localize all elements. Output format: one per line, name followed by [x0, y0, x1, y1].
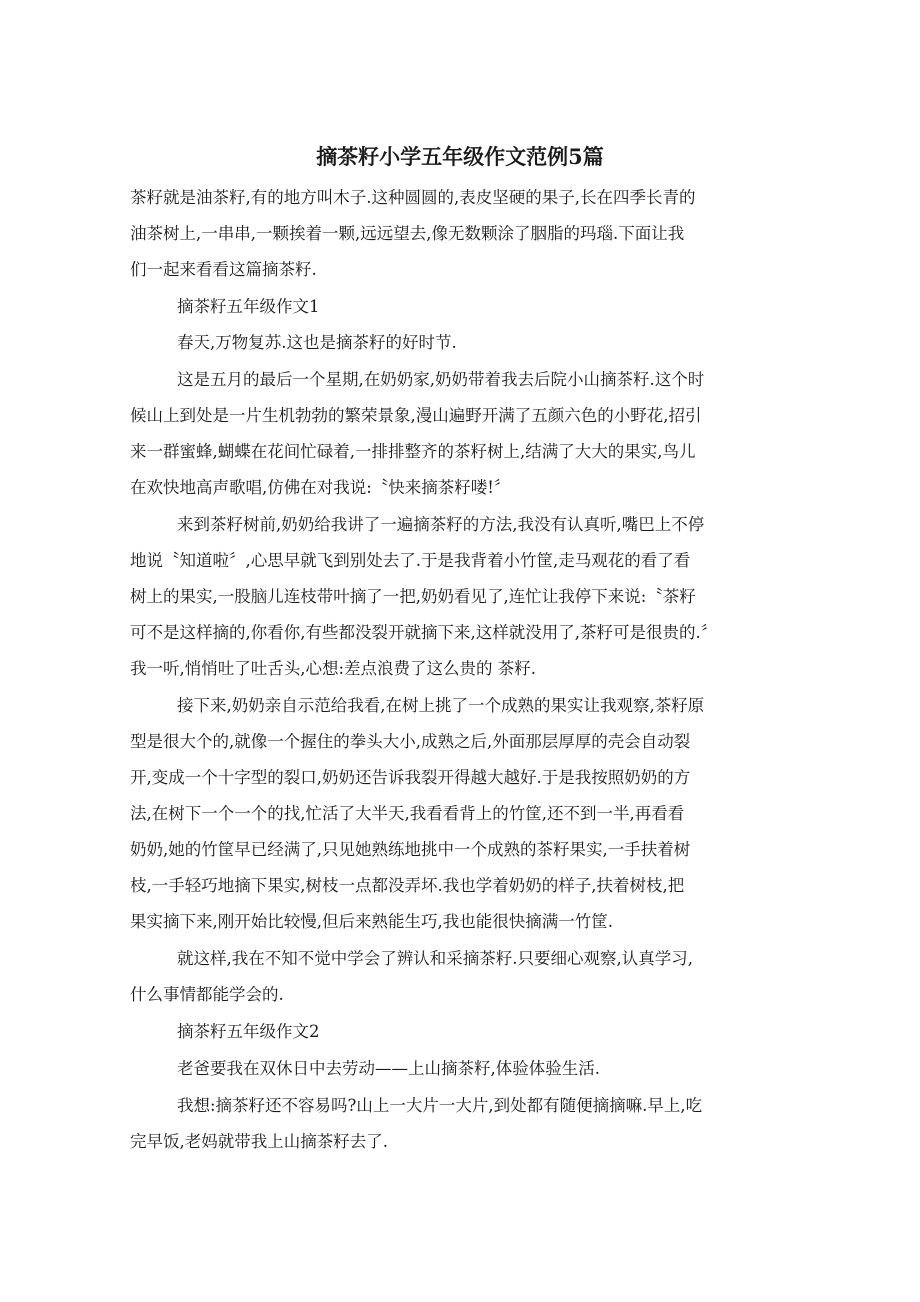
essay-1-para-3-line-5: 我一听,悄悄吐了吐舌头,心想:差点浪费了这么贵的 茶籽. [130, 659, 537, 678]
essay-1-para-4-line-2: 型是很大个的,就像一个握住的拳头大小,成熟之后,外面那层厚厚的壳会自动裂 [130, 732, 691, 751]
essay-1-para-2-line-2: 候山上到处是一片生机勃勃的繁荣景象,漫山遍野开满了五颜六色的小野花,招引 [130, 406, 702, 425]
essay-1-para-4-line-3: 开,变成一个十字型的裂口,奶奶还告诉我裂开得越大越好.于是我按照奶奶的方 [130, 768, 691, 787]
essay-1-para-2-line-4: 在欢快地高声歌唱,仿佛在对我说:〝快来摘茶籽喽!〞 [130, 478, 511, 497]
essay-1-para-4-line-4: 法,在树下一个一个的找,忙活了大半天,我看看背上的竹筐,还不到一半,再看看 [130, 804, 685, 823]
essay-1-para-4-line-7: 果实摘下来,刚开始比较慢,但后来熟能生巧,我也能很快摘满一竹筐. [130, 912, 613, 931]
essay-1-para-3-line-4: 可不是这样摘的,你看你,有些都没裂开就摘下来,这样就没用了,茶籽可是很贵的.〞 [130, 623, 718, 642]
essay-2-heading: 摘茶籽五年级作文2 [177, 1022, 320, 1041]
intro-line-3: 们一起来看看这篇摘茶籽. [130, 260, 317, 279]
essay-1-para-3-line-3: 树上的果实,一股脑儿连枝带叶摘了一把,奶奶看见了,连忙让我停下来说:〝茶籽 [130, 587, 696, 606]
essay-1-para-4-line-6: 枝,一手轻巧地摘下果实,树枝一点都没弄坏.我也学着奶奶的样子,扶着树枝,把 [130, 876, 685, 895]
essay-2-para-2-line-1: 我想:摘茶籽还不容易吗?山上一大片一大片,到处都有随便摘摘嘛.早上,吃 [177, 1096, 703, 1115]
intro-line-2: 油茶树上,一串串,一颗挨着一颗,远远望去,像无数颗涂了胭脂的玛瑙.下面让我 [130, 224, 685, 243]
essay-1-para-4-line-5: 奶奶,她的竹筐早已经满了,只见她熟练地挑中一个成熟的茶籽果实,一手扶着树 [130, 840, 691, 859]
essay-1-para-2-line-1: 这是五月的最后一个星期,在奶奶家,奶奶带着我去后院小山摘茶籽.这个时 [177, 370, 705, 389]
essay-2-para-1: 老爸要我在双休日中去劳动——上山摘茶籽,体验体验生活. [177, 1059, 600, 1078]
intro-line-1: 茶籽就是油茶籽,有的地方叫木子.这种圆圆的,表皮坚硬的果子,长在四季长青的 [130, 188, 696, 207]
essay-1-para-4-line-1: 接下来,奶奶亲自示范给我看,在树上挑了一个成熟的果实让我观察,茶籽原 [177, 696, 705, 715]
essay-2-para-2-line-2: 完早饭,老妈就带我上山摘茶籽去了. [130, 1132, 388, 1151]
essay-1-para-5-line-1: 就这样,我在不知不觉中学会了辨认和采摘茶籽.只要细心观察,认真学习, [177, 949, 693, 968]
essay-1-para-1: 春天,万物复苏.这也是摘茶籽的好时节. [177, 333, 457, 352]
essay-1-heading: 摘茶籽五年级作文1 [177, 297, 320, 316]
essay-1-para-2-line-3: 来一群蜜蜂,蝴蝶在花间忙碌着,一排排整齐的茶籽树上,结满了大大的果实,鸟儿 [130, 442, 696, 461]
document-title: 摘茶籽小学五年级作文范例5篇 [316, 144, 604, 169]
essay-1-para-3-line-1: 来到茶籽树前,奶奶给我讲了一遍摘茶籽的方法,我没有认真听,嘴巴上不停 [177, 515, 705, 534]
essay-1-para-3-line-2: 地说〝知道啦〞,心思早就飞到别处去了.于是我背着小竹筐,走马观花的看了看 [130, 551, 691, 570]
essay-1-para-5-line-2: 什么事情都能学会的. [130, 985, 284, 1004]
